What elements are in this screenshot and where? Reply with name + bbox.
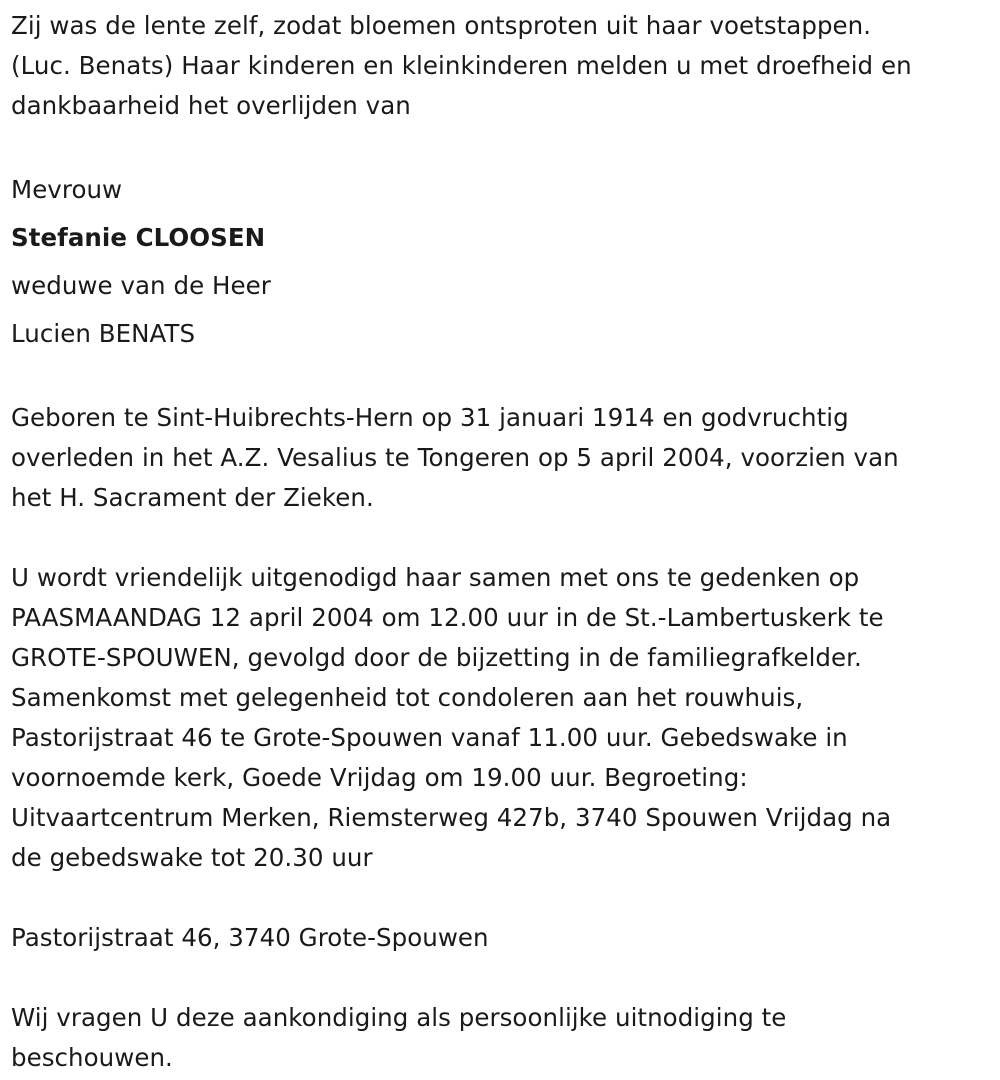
ceremony-line: U wordt vriendelijk uitgenodigd haar samen met ons te gedenken op	[11, 563, 860, 592]
deceased-block	[11, 166, 1000, 358]
closing-paragraph	[11, 998, 1000, 1078]
birth-death-line: het H. Sacrament der Zieken.	[11, 483, 374, 512]
birth-death-line: Geboren te Sint-Huibrechts-Hern op 31 januari 1914 en godvruchtig	[11, 403, 849, 432]
intro-line: (Luc. Benats) Haar kinderen en kleinkinderen melden u met droefheid en	[11, 51, 912, 80]
ceremony-line: GROTE-SPOUWEN, gevolgd door de bijzetting in de familiegrafkelder.	[11, 643, 862, 672]
closing-line: Wij vragen U deze aankondiging als persoonlijke uitnodiging te	[11, 1003, 787, 1032]
paragraph-spacer	[11, 518, 1000, 558]
intro-line: dankbaarheid het overlijden van	[11, 91, 411, 120]
paragraph-spacer	[11, 126, 1000, 166]
ceremony-line: PAASMAANDAG 12 april 2004 om 12.00 uur in de St.-Lambertuskerk te	[11, 603, 884, 632]
spouse-name: Lucien BENATS	[11, 319, 196, 348]
address-paragraph	[11, 918, 1000, 958]
birth-death-line: overleden in het A.Z. Vesalius te Tongeren op 5 april 2004, voorzien van	[11, 443, 899, 472]
intro-line: Zij was de lente zelf, zodat bloemen ontsproten uit haar voetstappen.	[11, 11, 872, 40]
paragraph-spacer	[11, 958, 1000, 998]
ceremony-line: Samenkomst met gelegenheid tot condoleren aan het rouwhuis,	[11, 683, 804, 712]
ceremony-line: de gebedswake tot 20.30 uur	[11, 843, 373, 872]
ceremony-line: voornoemde kerk, Goede Vrijdag om 19.00 uur. Begroeting:	[11, 763, 748, 792]
intro-paragraph	[11, 6, 1000, 126]
birth-death-paragraph	[11, 398, 1000, 518]
salutation: Mevrouw	[11, 175, 123, 204]
ceremony-line: Uitvaartcentrum Merken, Riemsterweg 427b, 3740 Spouwen Vrijdag na	[11, 803, 892, 832]
relation: weduwe van de Heer	[11, 271, 271, 300]
ceremony-line: Pastorijstraat 46 te Grote-Spouwen vanaf 11.00 uur. Gebedswake in	[11, 723, 848, 752]
paragraph-spacer	[11, 878, 1000, 918]
ceremony-paragraph	[11, 558, 1000, 878]
deceased-name: Stefanie CLOOSEN	[11, 223, 266, 252]
closing-line: beschouwen.	[11, 1043, 173, 1072]
address-line: Pastorijstraat 46, 3740 Grote-Spouwen	[11, 923, 489, 952]
paragraph-spacer	[11, 358, 1000, 398]
